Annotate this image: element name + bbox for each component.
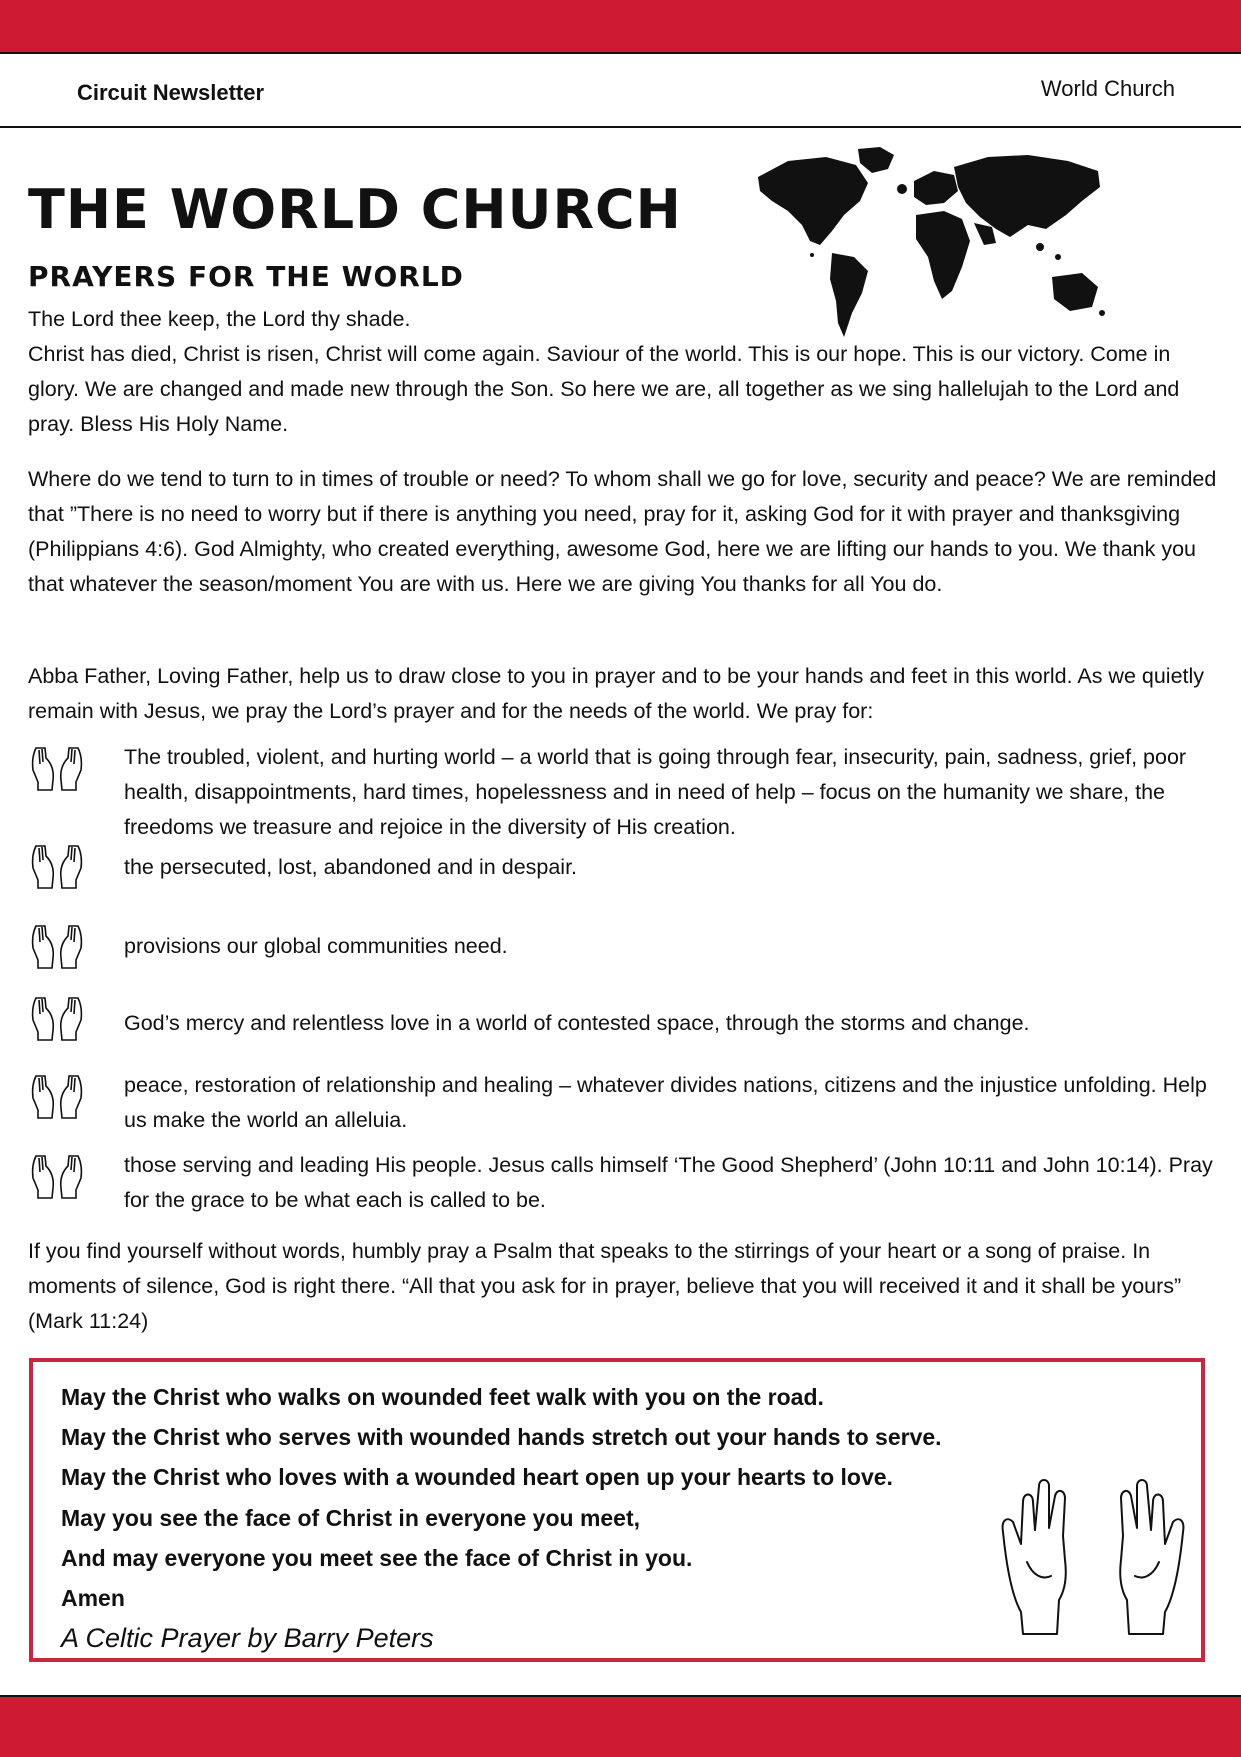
section-name: World Church xyxy=(1040,76,1175,101)
trouble-paragraph: Where do we tend to turn to in times of trouble or need? To whom shall we go for love, security and peace? We are reminded that ”There is no need to worry but if there is anything you need, pray for it, asking God for it with prayer and thanksgiving (Philippians 4:6). God Almighty, who created everything, awesome God, here we are lifting our hands to you. We thank you that whatever the season/moment You are with us. Here we are giving You thanks for all You do. xyxy=(28,467,1217,596)
prayer-item-text: those serving and leading His people. Jesus calls himself ‘The Good Shepherd’ (John 10:11 and John 10:14). Pray for the grace to be what each is called to be. xyxy=(124,1153,1213,1212)
blessing-line: Amen xyxy=(61,1585,125,1611)
bottom-color-band xyxy=(0,1695,1241,1757)
top-color-band xyxy=(0,0,1241,54)
blessing-line: May the Christ who walks on wounded feet walk with you on the road. xyxy=(61,1384,824,1410)
open-hands-icon xyxy=(993,1472,1193,1642)
page-title: THE WORLD CHURCH xyxy=(28,178,682,241)
newsletter-header xyxy=(0,54,1241,128)
blessing-line: May you see the face of Christ in everyone you meet, xyxy=(61,1505,641,1531)
praying-hands-icon xyxy=(28,990,86,1044)
blessing-box xyxy=(29,1358,1205,1662)
prayer-item-text: provisions our global communities need. xyxy=(124,934,508,958)
prayer-attribution: A Celtic Prayer by Barry Peters xyxy=(61,1623,434,1653)
prayer-item-text: the persecuted, lost, abandoned and in despair. xyxy=(124,855,578,879)
blessing-line: May the Christ who serves with wounded hands stretch out your hands to serve. xyxy=(61,1424,942,1450)
page-subtitle: PRAYERS FOR THE WORLD xyxy=(28,260,464,293)
prayer-item-text: peace, restoration of relationship and healing – whatever divides nations, citizens and the injustice unfolding. Help us make the world an alleluia. xyxy=(124,1073,1207,1132)
newsletter-name: Circuit Newsletter xyxy=(77,80,265,105)
closing-paragraph: If you find yourself without words, humbly pray a Psalm that speaks to the stirrings of your heart or a song of praise. In moments of silence, God is right there. “All that you ask for in prayer, believe that you will received it and it shall be yours” (Mark 11:24) xyxy=(28,1239,1182,1333)
praying-hands-icon xyxy=(28,838,86,892)
prayer-item-text: The troubled, violent, and hurting world – a world that is going through fear, insecurity, pain, sadness, grief, poor health, disappointments, hard times, hopelessness and in need of help – focus on the humanity we share, the freedoms we treasure and rejoice in the diversity of His creation. xyxy=(124,745,1187,839)
praying-hands-icon xyxy=(28,740,86,794)
prayer-item-text: God’s mercy and relentless love in a world of contested space, through the storms and change. xyxy=(124,1011,1030,1035)
intro-paragraph: The Lord thee keep, the Lord thy shade. Christ has died, Christ is risen, Christ will come again. Saviour of the world. This is our hope. This is our victory. Come in glory. We are changed and made new through the Son. So here we are, all together as we sing hallelujah to the Lord and pray. Bless His Holy Name. xyxy=(28,307,1180,436)
praying-hands-icon xyxy=(28,918,86,972)
blessing-line: May the Christ who loves with a wounded heart open up your hearts to love. xyxy=(61,1464,893,1490)
praying-hands-icon xyxy=(28,1068,86,1122)
praying-hands-icon xyxy=(28,1148,86,1202)
blessing-line: And may everyone you meet see the face of Christ in you. xyxy=(61,1545,693,1571)
abba-father-paragraph: Abba Father, Loving Father, help us to draw close to you in prayer and to be your hands and feet in this world. As we quietly remain with Jesus, we pray the Lord’s prayer and for the needs of the world. We pray for: xyxy=(28,664,1205,723)
